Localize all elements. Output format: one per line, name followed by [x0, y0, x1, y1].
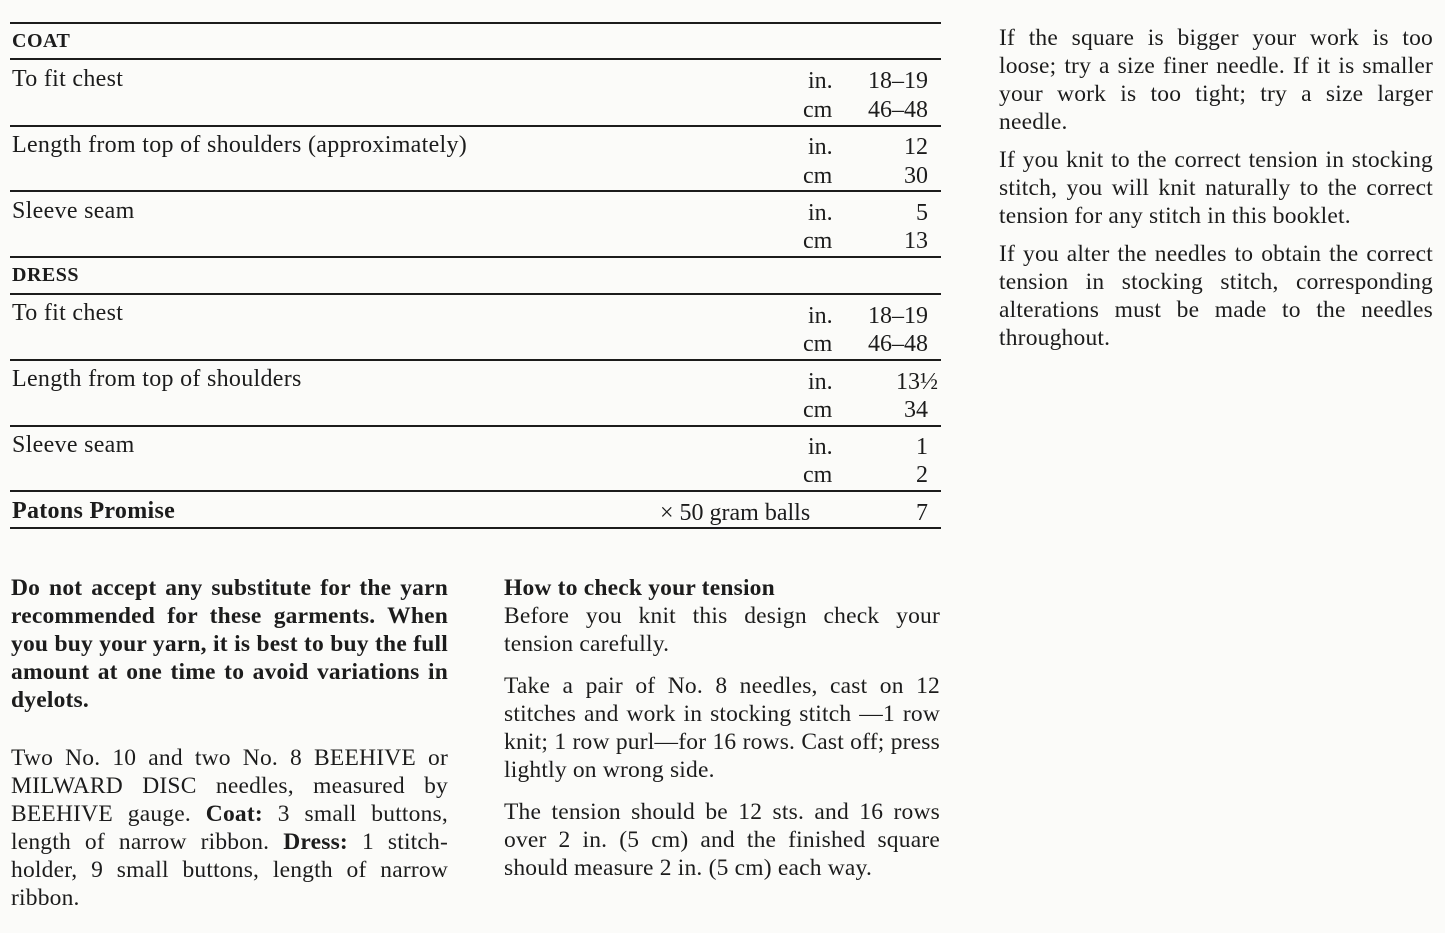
dress-materials: 1 stitch-holder, 9 small buttons, length of narrow ribbon.	[11, 829, 449, 911]
yarn-name: Patons Promise	[12, 498, 176, 524]
stitch-tension-note: If you knit to the correct tension in stocking stitch, you will knit naturally to the correct tension for any stitch in this booklet.	[999, 147, 1433, 229]
table-bottom-rule	[10, 527, 941, 529]
coat-label: Coat:	[205, 801, 263, 827]
value: 30	[904, 163, 928, 189]
row-label: To fit chest	[12, 66, 124, 92]
yarn-quantity: 7	[916, 500, 928, 526]
row-label: Length from top of shoulders (approximately)	[12, 132, 468, 158]
unit-label: cm	[803, 462, 833, 488]
yarn-unit: × 50 gram balls	[660, 500, 811, 526]
unit-label: cm	[803, 397, 833, 423]
tension-heading: How to check your tension	[504, 575, 775, 601]
divider	[10, 425, 941, 427]
value: 18–19	[868, 68, 928, 94]
coat-heading: COAT	[12, 30, 71, 52]
divider	[10, 359, 941, 361]
tension-method: Take a pair of No. 8 needles, cast on 12 stitches and work in stocking stitch —1 row knit; 1 row purl—for 16 rows. Cast off; press lightly on wrong side.	[504, 673, 940, 783]
tension-intro: Before you knit this design check your tension carefully.	[504, 603, 940, 657]
value: 46–48	[868, 97, 928, 123]
divider	[10, 256, 941, 258]
right-column	[999, 24, 1433, 352]
unit-label: in.	[808, 434, 833, 460]
unit-label: cm	[803, 97, 833, 123]
divider	[10, 58, 941, 60]
row-label: Sleeve seam	[12, 432, 135, 458]
value: 13½	[896, 369, 938, 395]
materials-paragraph	[11, 744, 448, 912]
coat-materials: 3 small buttons, length of narrow ribbon.	[11, 801, 448, 855]
value: 5	[916, 200, 928, 226]
divider	[10, 125, 941, 127]
yarn-warning: Do not accept any substitute for the yarn recommended for these garments. When you buy your yarn, it is best to buy the full amount at one time to avoid variations in dyelots.	[11, 575, 448, 713]
row-label: Sleeve seam	[12, 198, 135, 224]
dress-heading: DRESS	[12, 264, 79, 286]
divider	[10, 293, 941, 295]
needle-adjust-note: If the square is bigger your work is too loose; try a size finer needle. If it is smaller your work is too tight; try a size larger needle.	[999, 25, 1433, 135]
unit-label: cm	[803, 228, 833, 254]
value: 13	[904, 228, 928, 254]
needles-text: Two No. 10 and two No. 8 BEEHIVE or MILWARD DISC needles, measured by BEEHIVE gauge.	[11, 745, 448, 827]
unit-label: cm	[803, 331, 833, 357]
value: 1	[916, 434, 928, 460]
value: 46–48	[868, 331, 928, 357]
row-label: To fit chest	[12, 300, 124, 326]
left-column	[11, 574, 448, 912]
unit-label: in.	[808, 369, 833, 395]
tension-measure: The tension should be 12 sts. and 16 rows over 2 in. (5 cm) and the finished square should measure 2 in. (5 cm) each way.	[504, 799, 940, 881]
row-label: Length from top of shoulders	[12, 366, 302, 392]
middle-column	[504, 574, 940, 882]
table-top-rule	[10, 22, 941, 24]
value: 12	[904, 134, 928, 160]
value: 2	[916, 462, 928, 488]
dress-label: Dress:	[283, 829, 348, 855]
unit-label: cm	[803, 163, 833, 189]
unit-label: in.	[808, 303, 833, 329]
unit-label: in.	[808, 134, 833, 160]
divider	[10, 190, 941, 192]
divider	[10, 490, 941, 492]
unit-label: in.	[808, 200, 833, 226]
unit-label: in.	[808, 68, 833, 94]
alteration-note: If you alter the needles to obtain the correct tension in stocking stitch, corresponding alterations must be made to the needles throughout.	[999, 241, 1433, 351]
value: 34	[904, 397, 928, 423]
value: 18–19	[868, 303, 928, 329]
